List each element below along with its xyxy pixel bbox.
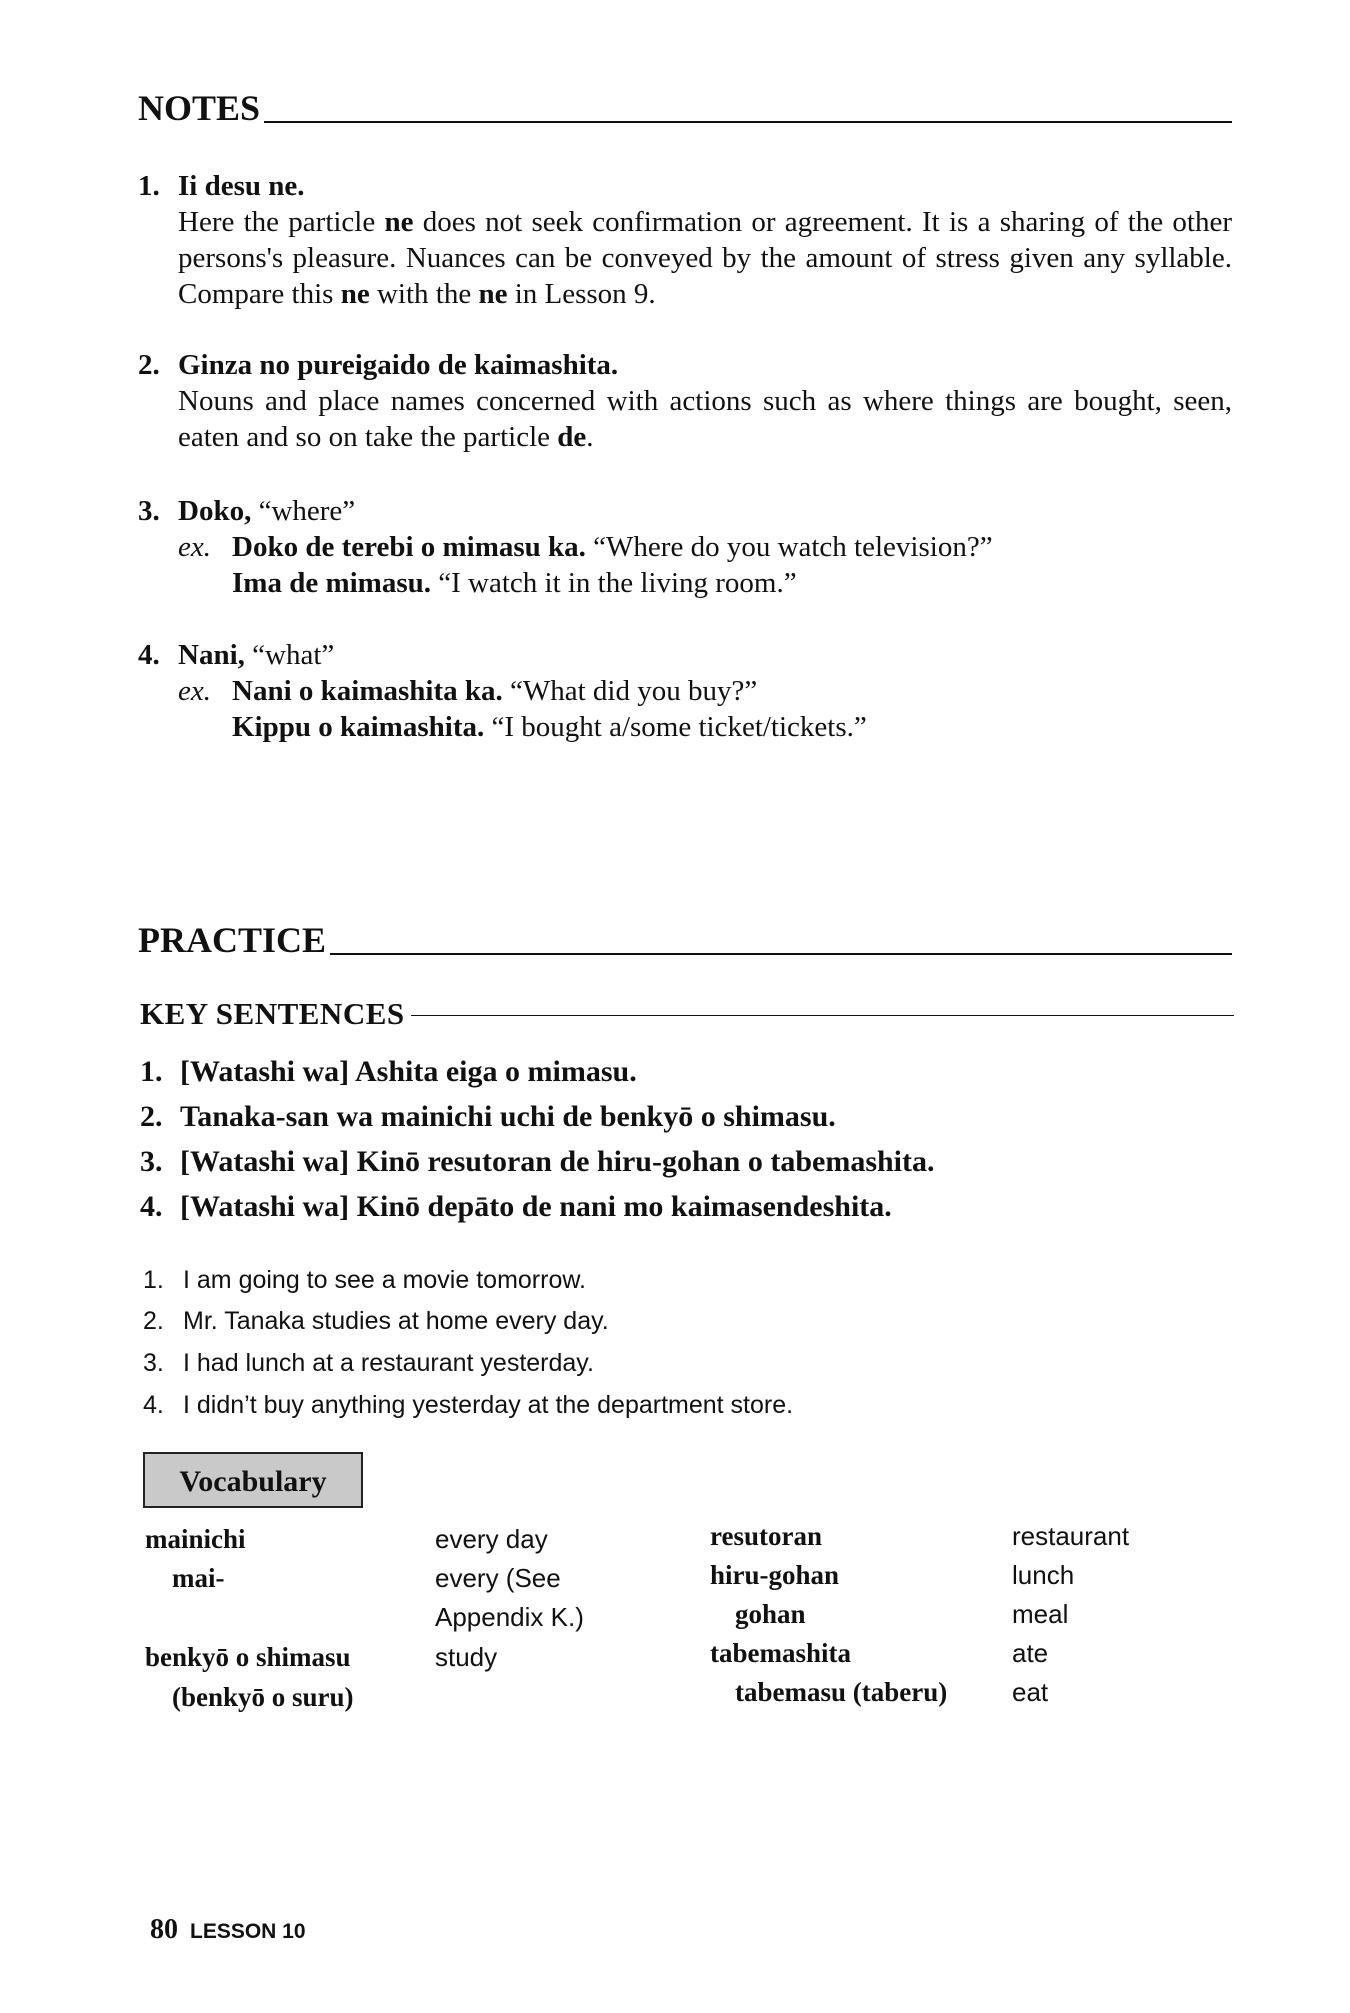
vocab-meaning: lunch <box>1012 1560 1075 1590</box>
note-example <box>178 529 1232 601</box>
note-1 <box>138 168 1232 312</box>
notes-title: NOTES <box>138 88 261 128</box>
note-4 <box>138 637 1232 745</box>
page-footer <box>150 1914 306 1946</box>
example-label: ex. <box>178 675 211 707</box>
key-sentences-title: KEY SENTENCES <box>140 996 405 1031</box>
note-heading: Ii desu ne. <box>178 170 305 202</box>
note-example <box>178 673 1232 745</box>
lesson-label: LESSON 10 <box>190 1920 306 1943</box>
translation: 3. I had lunch at a restaurant yesterday. <box>143 1349 594 1377</box>
practice-rule <box>330 953 1232 955</box>
note-number: 4. <box>138 639 160 671</box>
vocab-term: tabemashita <box>710 1638 851 1668</box>
vocab-term: mai- <box>172 1563 225 1593</box>
vocab-term: tabemasu (taberu) <box>735 1677 948 1707</box>
vocab-term: hiru-gohan <box>710 1560 840 1590</box>
notes-heading <box>138 90 1232 126</box>
key-sentences-rule <box>411 1015 1234 1016</box>
translation: 1. I am going to see a movie tomorrow. <box>143 1266 586 1294</box>
vocab-term: gohan <box>735 1599 806 1629</box>
note-number: 1. <box>138 170 160 202</box>
key-sentences-heading <box>140 996 1234 1032</box>
note-2 <box>138 347 1232 455</box>
practice-heading <box>138 922 1232 958</box>
note-heading: Ginza no pureigaido de kaimashita. <box>178 349 619 381</box>
example-line: Doko de terebi o mimasu ka. “Where do you watch television?” <box>232 531 993 563</box>
vocab-meaning: study <box>435 1642 498 1672</box>
vocab-meaning: restaurant <box>1012 1521 1130 1551</box>
notes-rule <box>264 121 1232 123</box>
example-line: Kippu o kaimashita. “I bought a/some ticket/tickets.” <box>232 711 867 743</box>
vocab-term: (benkyō o suru) <box>172 1682 354 1712</box>
example-line: Ima de mimasu. “I watch it in the living room.” <box>232 567 797 599</box>
note-number: 3. <box>138 495 160 527</box>
vocab-meaning: eat <box>1012 1677 1049 1707</box>
example-line: Nani o kaimashita ka. “What did you buy?” <box>232 675 758 707</box>
translation: 2. Mr. Tanaka studies at home every day. <box>143 1307 609 1335</box>
vocab-meaning: ate <box>1012 1638 1049 1668</box>
vocab-meaning: meal <box>1012 1599 1069 1629</box>
key-sentence: 2. Tanaka-san wa mainichi uchi de benkyō o shimasu. <box>140 1100 836 1133</box>
note-number: 2. <box>138 349 160 381</box>
vocab-meaning: Appendix K.) <box>435 1602 584 1632</box>
note-heading: Nani, “what” <box>178 639 335 671</box>
note-heading: Doko, “where” <box>178 495 356 527</box>
key-sentence: 3. [Watashi wa] Kinō resutoran de hiru-gohan o tabemashita. <box>140 1145 935 1178</box>
note-paragraph: Here the particle ne does not seek confirmation or agreement. It is a sharing of the other persons's pleasure. Nuances can be conveyed by the amount of stress given any syllable. Compare this ne with the ne in Lesson 9. <box>178 206 1233 310</box>
practice-title: PRACTICE <box>138 920 327 960</box>
translation: 4. I didn’t buy anything yesterday at the department store. <box>143 1391 794 1419</box>
key-sentence: 1. [Watashi wa] Ashita eiga o mimasu. <box>140 1055 637 1088</box>
vocab-term: mainichi <box>145 1524 246 1554</box>
vocab-meaning: every day <box>435 1524 548 1554</box>
vocabulary-label-box: Vocabulary <box>143 1452 363 1508</box>
note-3 <box>138 493 1232 601</box>
key-sentence: 4. [Watashi wa] Kinō depāto de nani mo kaimasendeshita. <box>140 1190 892 1223</box>
note-paragraph: Nouns and place names concerned with actions such as where things are bought, seen, eaten and so on take the particle de. <box>178 385 1232 453</box>
vocab-term: benkyō o shimasu <box>145 1642 351 1672</box>
vocab-meaning: every (See <box>435 1563 561 1593</box>
page-number: 80 <box>150 1914 178 1945</box>
vocab-term: resutoran <box>710 1521 822 1551</box>
example-label: ex. <box>178 531 211 563</box>
